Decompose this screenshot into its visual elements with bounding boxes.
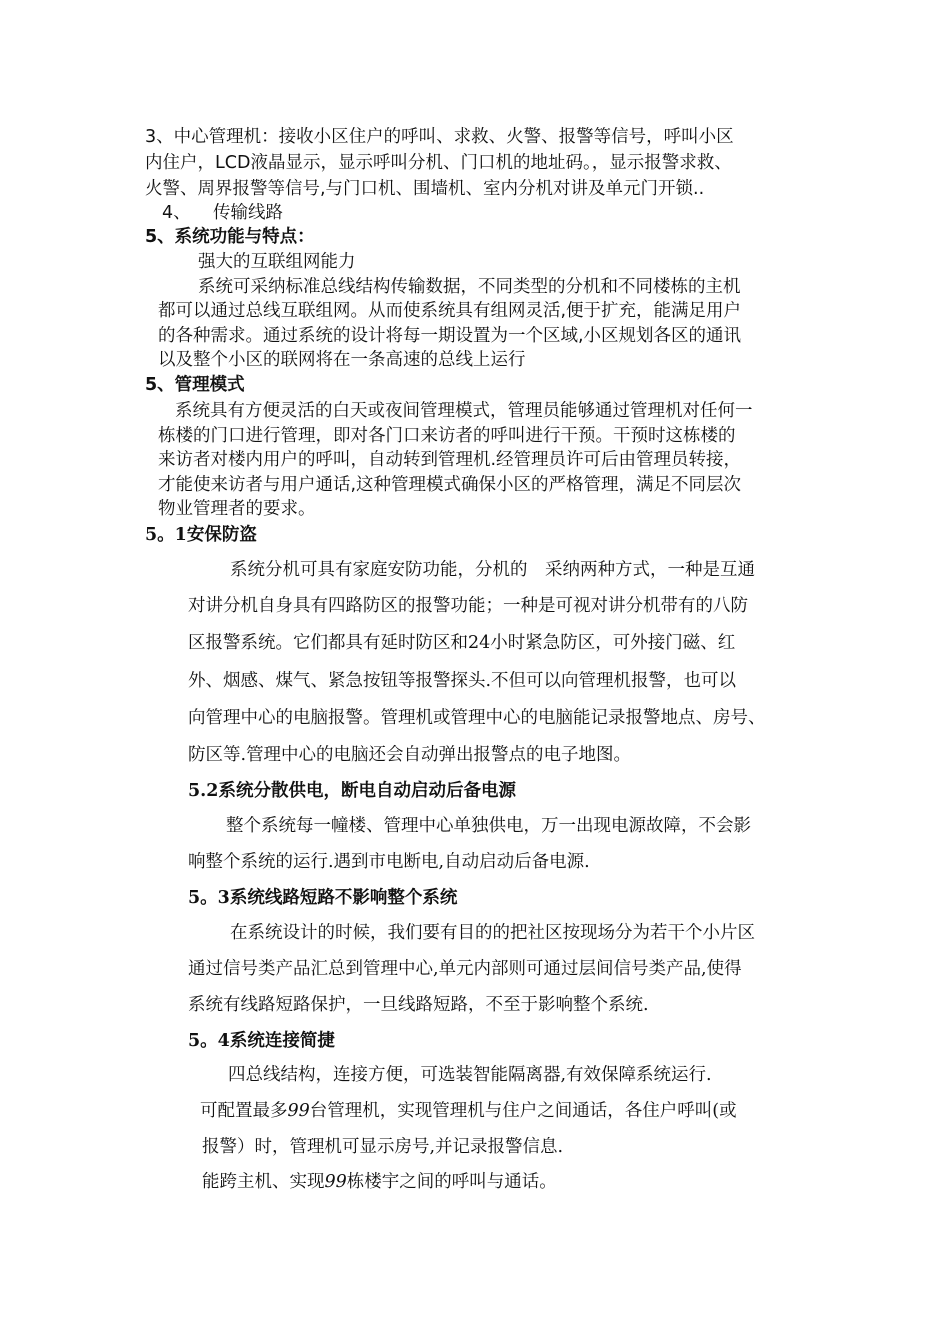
s51-line-4: 外、烟感、煤气、紧急按钮等报警探头.不但可以向管理机报警，也可以	[188, 671, 737, 691]
s53-line-2: 通过信号类产品汇总到管理中心,单元内部则可通过层间信号类产品,使得	[188, 959, 742, 979]
section3-line-3: 火警、周界报警等信号,与门口机、围墙机、室内分机对讲及单元门开锁..	[145, 179, 705, 199]
management-line-3: 来访者对楼内用户的呼叫，自动转到管理机.经管理员许可后由管理员转接，	[158, 450, 742, 470]
s52-line-1: 整个系统每一幢楼、管理中心单独供电，万一出现电源故障，不会影	[226, 816, 751, 836]
s51-heading: 5。1安保防盗	[145, 525, 257, 545]
section3-line-1: 3、中心管理机：接收小区住户的呼叫、求救、火警、报警等信号，呼叫小区	[145, 127, 734, 147]
section5-subheading: 强大的互联组网能力	[198, 252, 356, 272]
s51-line-6: 防区等.管理中心的电脑还会自动弹出报警点的电子地图。	[188, 745, 632, 765]
management-line-4: 才能使来访者与用户通话,这种管理模式确保小区的严格管理，满足不同层次	[158, 475, 742, 495]
s54-heading: 5。4系统连接简捷	[188, 1031, 335, 1051]
s54-line-4	[202, 1170, 557, 1194]
s51-line-5: 向管理中心的电脑报警。管理机或管理中心的电脑能记录报警地点、房号、	[188, 708, 766, 728]
s54-line-1: 四总线结构，连接方便，可选装智能隔离器,有效保障系统运行.	[228, 1065, 712, 1085]
section5-line-2: 都可以通过总线互联组网。从而使系统具有组网灵活,便于扩充，能满足用户	[158, 301, 742, 321]
section3-line-2: 内住户，LCD液晶显示，显示呼叫分机、门口机的地址码。，显示报警求救、	[145, 153, 732, 173]
s52-heading: 5.2系统分散供电，断电自动启动后备电源	[188, 781, 516, 801]
s51-line-1: 系统分机可具有家庭安防功能，分机的 采纳两种方式，一种是互通	[230, 560, 755, 580]
s54-line-4-number: 99	[324, 1172, 347, 1192]
management-line-1: 系统具有方便灵活的白天或夜间管理模式，管理员能够通过管理机对任何一	[175, 401, 753, 421]
s53-line-3: 系统有线路短路保护，一旦线路短路，不至于影响整个系统.	[188, 995, 649, 1015]
section5-line-4: 以及整个小区的联网将在一条高速的总线上运行	[158, 350, 526, 370]
s53-line-1: 在系统设计的时候，我们要有目的的把社区按现场分为若干个小片区	[230, 923, 755, 943]
s54-line-2	[200, 1099, 737, 1123]
s54-line-4-pre: 能跨主机、实现	[202, 1172, 325, 1192]
section5-line-1: 系统可采纳标准总线结构传输数据，不同类型的分机和不同楼栋的主机	[198, 277, 741, 297]
s54-line-2-number: 99	[287, 1101, 310, 1121]
s51-line-3: 区报警系统。它们都具有延时防区和24小时紧急防区，可外接门磁、红	[188, 633, 736, 653]
management-line-5: 物业管理者的要求。	[158, 499, 316, 519]
s54-line-2-pre: 可配置最多	[200, 1101, 288, 1121]
section5-line-3: 的各种需求。通过系统的设计将每一期设置为一个区域,小区规划各区的通讯	[158, 326, 742, 346]
section4-number: 4、	[162, 203, 191, 223]
management-heading: 5、管理模式	[145, 375, 245, 395]
s54-line-4-post: 栋楼宇之间的呼叫与通话。	[346, 1172, 557, 1192]
section4-title: 传输线路	[213, 203, 283, 223]
s51-line-2: 对讲分机自身具有四路防区的报警功能；一种是可视对讲分机带有的八防	[188, 596, 748, 616]
s54-line-2-post: 台管理机，实现管理机与住户之间通话，各住户呼叫(或	[309, 1101, 737, 1121]
s53-heading: 5。3系统线路短路不影响整个系统	[188, 888, 458, 908]
management-line-2: 栋楼的门口进行管理，即对各门口来访者的呼叫进行干预。干预时这栋楼的	[158, 426, 736, 446]
s52-line-2: 响整个系统的运行.遇到市电断电,自动启动后备电源.	[188, 852, 590, 872]
section5-heading: 5、系统功能与特点：	[145, 227, 315, 247]
s54-line-3: 报警）时，管理机可显示房号,并记录报警信息.	[202, 1137, 564, 1157]
